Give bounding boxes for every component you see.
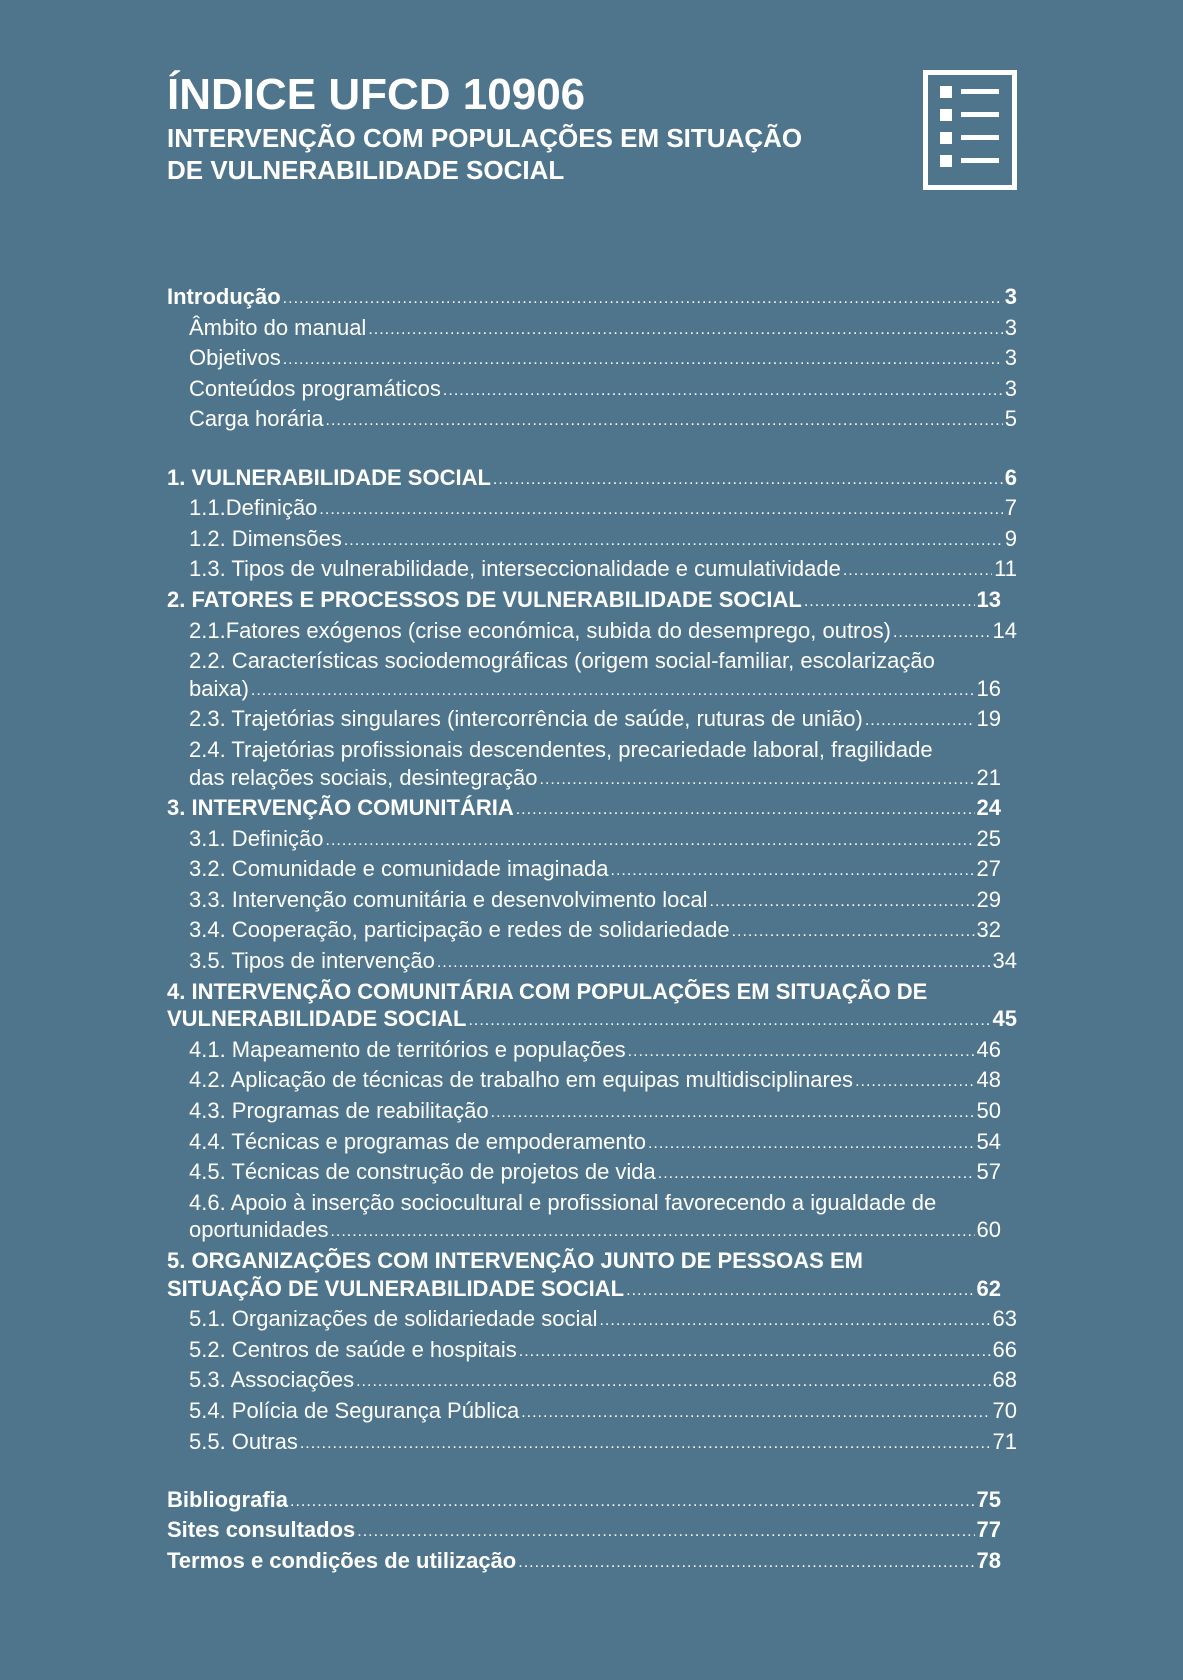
toc-entry[interactable] [167, 916, 1017, 947]
toc-entry-label: 5.2. Centros de saúde e hospitais [189, 1336, 517, 1362]
toc-entry-page: 34 [992, 948, 1017, 974]
toc-entry-page: 48 [976, 1067, 1001, 1093]
toc-entry-introducao[interactable] [167, 283, 1017, 314]
toc-entry-page: 57 [976, 1159, 1001, 1185]
toc-entry-label: 5.4. Polícia de Segurança Pública [189, 1397, 520, 1423]
toc-section-5[interactable] [167, 1275, 1017, 1306]
toc-entry-page: 21 [976, 764, 1001, 790]
toc-entry-page: 7 [1004, 495, 1017, 521]
toc-entry-page: 13 [976, 586, 1001, 612]
toc-entry-label: Conteúdos programáticos [189, 375, 441, 401]
toc-entry[interactable] [167, 1336, 1017, 1367]
toc-entry[interactable] [167, 1397, 1017, 1428]
toc-entry[interactable] [167, 314, 1017, 345]
toc-entry-page: 3 [1004, 375, 1017, 401]
toc-entry-page: 6 [1004, 464, 1017, 490]
toc-entry-label: 1.3. Tipos de vulnerabilidade, interseccionalidade e cumulatividade [189, 556, 841, 582]
toc-entry-line: 2.4. Trajetórias profissionais descendentes, precariedade laboral, fragilidade [189, 736, 933, 762]
toc-entry-label: Bibliografia [167, 1486, 289, 1512]
toc-entry-sites[interactable] [167, 1516, 1017, 1547]
toc-entry-page: 5 [1004, 406, 1017, 432]
toc-entry-page: 9 [1004, 525, 1017, 551]
toc-entry-page: 32 [976, 917, 1001, 943]
toc-entry-label: Introdução [167, 284, 281, 309]
toc-entry[interactable] [167, 764, 1017, 795]
toc-entry-page: 63 [992, 1306, 1017, 1332]
toc-section-5-line: 5. ORGANIZAÇÕES COM INTERVENÇÃO JUNTO DE PESSOAS EM [167, 1248, 863, 1273]
toc-entry-label: 4.1. Mapeamento de territórios e populações [189, 1036, 626, 1062]
toc-entry-page: 14 [992, 617, 1017, 643]
toc-entry-label: 2.3. Trajetórias singulares (intercorrência de saúde, ruturas de união) [189, 706, 863, 732]
toc-entry-page: 29 [976, 886, 1001, 912]
toc-entry[interactable] [167, 405, 1017, 436]
toc-entry-label: 4.2. Aplicação de técnicas de trabalho em equipas multidisciplinares [189, 1067, 854, 1093]
toc-entry[interactable] [167, 825, 1017, 856]
toc-entry-page: 3 [1004, 284, 1017, 309]
toc-entry-page: 3 [1004, 345, 1017, 371]
toc-entry-page: 11 [994, 556, 1017, 582]
toc-entry[interactable] [167, 617, 1017, 648]
toc-entry-label: 5.3. Associações [189, 1367, 355, 1393]
toc-entry-label: Sites consultados [167, 1517, 356, 1543]
subtitle-line-2: DE VULNERABILIDADE SOCIAL [167, 155, 565, 185]
toc-entry-label: 2.1.Fatores exógenos (crise económica, subida do desemprego, outros) [189, 617, 891, 643]
toc-entry-page: 3 [1004, 314, 1017, 340]
toc-entry-label: Objetivos [189, 345, 281, 371]
toc-entry-label: SITUAÇÃO DE VULNERABILIDADE SOCIAL [167, 1275, 625, 1301]
toc-entry[interactable] [167, 525, 1017, 556]
toc-entry-label: 3.2. Comunidade e comunidade imaginada [189, 856, 609, 882]
toc-entry-page: 78 [976, 1547, 1001, 1573]
toc-entry-label: VULNERABILIDADE SOCIAL [167, 1006, 467, 1032]
toc-entry[interactable] [167, 1216, 1017, 1247]
toc-entry[interactable] [167, 375, 1017, 406]
toc-section-4[interactable] [167, 1005, 1017, 1036]
subtitle-line-1: INTERVENÇÃO COM POPULAÇÕES EM SITUAÇÃO [167, 123, 803, 153]
list-icon [923, 70, 1017, 190]
toc-entry-page: 45 [992, 1006, 1017, 1032]
toc-entry-page: 60 [976, 1217, 1001, 1243]
toc-section-1[interactable] [167, 464, 1017, 495]
toc-entry-label: 3.3. Intervenção comunitária e desenvolvimento local [189, 886, 708, 912]
toc-section-3[interactable] [167, 794, 1017, 825]
toc-entry-label: 3.1. Definição [189, 825, 324, 851]
toc-entry[interactable] [167, 1128, 1017, 1159]
toc-entry[interactable] [167, 1097, 1017, 1128]
toc-entry[interactable] [167, 344, 1017, 375]
toc-entry[interactable] [167, 1066, 1017, 1097]
toc-entry-page: 68 [992, 1367, 1017, 1393]
toc-entry-page: 62 [976, 1275, 1001, 1301]
toc-entry[interactable] [167, 555, 1017, 586]
toc-entry[interactable] [167, 1305, 1017, 1336]
toc-entry[interactable] [167, 675, 1017, 706]
toc-entry[interactable] [167, 855, 1017, 886]
toc-entry[interactable] [167, 1428, 1017, 1459]
toc-entry-line: 4.6. Apoio à inserção sociocultural e profissional favorecendo a igualdade de [189, 1189, 937, 1215]
toc-entry-label: 2. FATORES E PROCESSOS DE VULNERABILIDADE SOCIAL [167, 586, 802, 612]
toc-entry-page: 77 [976, 1517, 1001, 1543]
toc-entry-label: 1.1.Definição [189, 495, 318, 521]
toc-entry-page: 71 [992, 1428, 1017, 1454]
toc-entry-label: oportunidades [189, 1217, 329, 1243]
toc-entry-page: 70 [992, 1397, 1017, 1423]
toc-entry-page: 19 [976, 706, 1001, 732]
document-header [167, 70, 867, 186]
toc-entry[interactable] [167, 1366, 1017, 1397]
toc-entry[interactable] [167, 494, 1017, 525]
toc-entry-bibliografia[interactable] [167, 1486, 1017, 1517]
toc-entry-page: 54 [976, 1128, 1001, 1154]
toc-entry-page: 25 [976, 825, 1001, 851]
toc-entry[interactable] [167, 705, 1017, 736]
page-title: ÍNDICE UFCD 10906 [167, 70, 586, 119]
toc-entry[interactable] [167, 1158, 1017, 1189]
toc-entry-page: 66 [992, 1336, 1017, 1362]
toc-entry-line: 2.2. Características sociodemográficas (origem social-familiar, escolarização [189, 648, 935, 674]
toc-entry-label: 3. INTERVENÇÃO COMUNITÁRIA [167, 795, 514, 821]
toc-entry-label: 5.1. Organizações de solidariedade social [189, 1306, 598, 1332]
toc-entry-page: 16 [976, 675, 1001, 701]
toc-entry-label: Carga horária [189, 406, 324, 432]
toc-entry-page: 24 [976, 795, 1001, 821]
toc-entry-label: 4.4. Técnicas e programas de empoderamento [189, 1128, 646, 1154]
page-subtitle [167, 122, 867, 186]
toc-entry-label: 3.4. Cooperação, participação e redes de solidariedade [189, 917, 730, 943]
toc-entry-label: 4.3. Programas de reabilitação [189, 1098, 489, 1124]
table-of-contents [167, 283, 1017, 1578]
toc-entry-termos[interactable] [167, 1547, 1017, 1578]
toc-entry-page: 27 [976, 856, 1001, 882]
toc-entry-label: Termos e condições de utilização [167, 1547, 517, 1573]
toc-entry-label: Âmbito do manual [189, 314, 367, 340]
toc-entry-label: 3.5. Tipos de intervenção [189, 948, 435, 974]
toc-entry-page: 46 [976, 1036, 1001, 1062]
toc-entry[interactable] [167, 1036, 1017, 1067]
toc-entry-page: 50 [976, 1098, 1001, 1124]
toc-entry-label: 1. VULNERABILIDADE SOCIAL [167, 464, 491, 490]
toc-entry-label: das relações sociais, desintegração [189, 764, 538, 790]
toc-entry-label: 1.2. Dimensões [189, 525, 342, 551]
toc-entry-page: 75 [976, 1486, 1001, 1512]
toc-entry[interactable] [167, 886, 1017, 917]
toc-entry-label: baixa) [189, 675, 249, 701]
toc-section-2[interactable] [167, 586, 1017, 617]
toc-entry-label: 4.5. Técnicas de construção de projetos de vida [189, 1159, 656, 1185]
toc-entry[interactable] [167, 947, 1017, 978]
toc-entry-label: 5.5. Outras [189, 1428, 298, 1454]
toc-section-4-line: 4. INTERVENÇÃO COMUNITÁRIA COM POPULAÇÕES EM SITUAÇÃO DE [167, 978, 928, 1004]
